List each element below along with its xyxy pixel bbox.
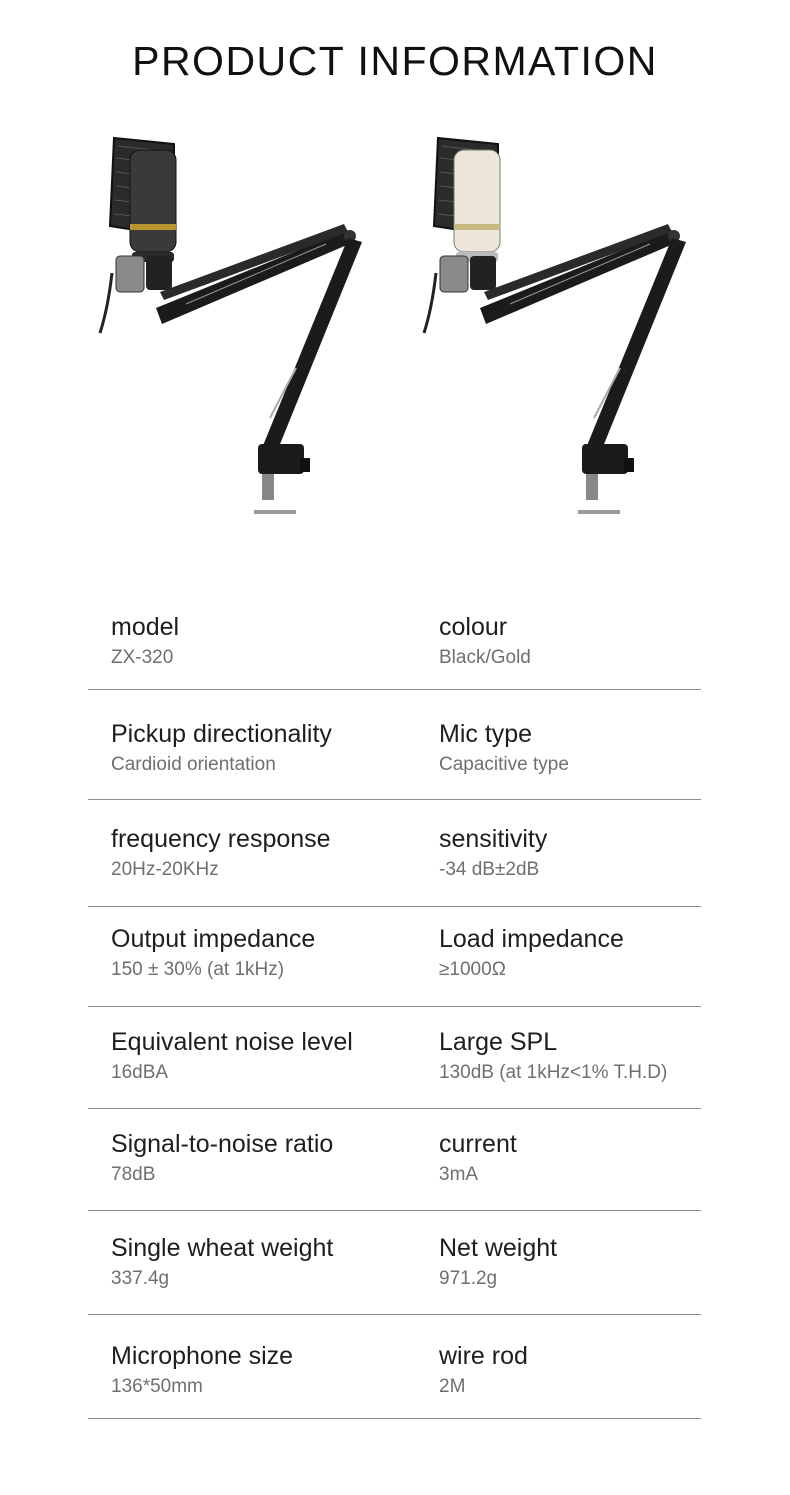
spec-label: sensitivity — [439, 825, 548, 853]
spec-row — [88, 612, 701, 690]
product-image-white-microphone — [410, 128, 710, 528]
product-image-black-microphone — [86, 128, 386, 528]
spec-value: 150 ± 30% (at 1kHz) — [111, 959, 285, 980]
spec-value: 136*50mm — [111, 1376, 203, 1397]
spec-cell — [111, 1233, 333, 1290]
spec-value: 337.4g — [111, 1268, 170, 1289]
spec-label: colour — [439, 613, 508, 641]
spec-cell — [111, 824, 331, 881]
spec-value: -34 dB±2dB — [439, 859, 540, 880]
spec-label: Net weight — [439, 1234, 558, 1262]
spec-label: Mic type — [439, 720, 533, 748]
spec-row — [88, 719, 701, 800]
spec-label: Large SPL — [439, 1028, 558, 1056]
spec-label: frequency response — [111, 825, 331, 853]
spec-cell — [111, 1341, 293, 1398]
spec-value: 3mA — [439, 1164, 479, 1185]
spec-label: Single wheat weight — [111, 1234, 334, 1262]
spec-cell — [111, 719, 332, 776]
spec-value: 16dBA — [111, 1062, 169, 1083]
spec-label: Equivalent noise level — [111, 1028, 353, 1056]
spec-cell — [439, 1027, 667, 1084]
spec-label: Signal-to-noise ratio — [111, 1130, 334, 1158]
spec-value: Black/Gold — [439, 647, 531, 668]
spec-label: Microphone size — [111, 1342, 294, 1370]
spec-value: ≥1000Ω — [439, 959, 506, 980]
spec-value: 971.2g — [439, 1268, 498, 1289]
spec-value: 78dB — [111, 1164, 156, 1185]
spec-cell — [439, 1129, 517, 1186]
spec-value: Capacitive type — [439, 754, 569, 775]
spec-row — [88, 1129, 701, 1211]
page-title: PRODUCT INFORMATION — [132, 38, 658, 84]
spec-row — [88, 1341, 701, 1419]
spec-cell — [111, 1129, 333, 1186]
spec-label: Load impedance — [439, 925, 624, 953]
spec-label: current — [439, 1130, 517, 1158]
spec-value: ZX-320 — [111, 647, 174, 668]
spec-row — [88, 1027, 701, 1109]
microphone-arm-illustration — [410, 128, 710, 528]
spec-cell — [439, 612, 531, 669]
spec-cell — [439, 719, 569, 776]
spec-label: model — [111, 613, 180, 641]
spec-cell — [111, 924, 315, 981]
spec-cell — [439, 924, 624, 981]
spec-label: wire rod — [439, 1342, 528, 1370]
microphone-arm-illustration — [86, 128, 386, 528]
spec-row — [88, 824, 701, 907]
spec-row — [88, 1233, 701, 1315]
spec-cell — [439, 1341, 528, 1398]
spec-label: Pickup directionality — [111, 720, 332, 748]
spec-cell — [439, 824, 547, 881]
spec-cell — [111, 1027, 353, 1084]
spec-label: Output impedance — [111, 925, 316, 953]
spec-value: 20Hz-20KHz — [111, 859, 219, 880]
spec-value: Cardioid orientation — [111, 754, 276, 775]
spec-cell — [439, 1233, 557, 1290]
spec-value: 130dB (at 1kHz<1% T.H.D) — [439, 1062, 668, 1083]
spec-value: 2M — [439, 1376, 466, 1397]
spec-cell — [111, 612, 179, 669]
spec-row — [88, 924, 701, 1007]
